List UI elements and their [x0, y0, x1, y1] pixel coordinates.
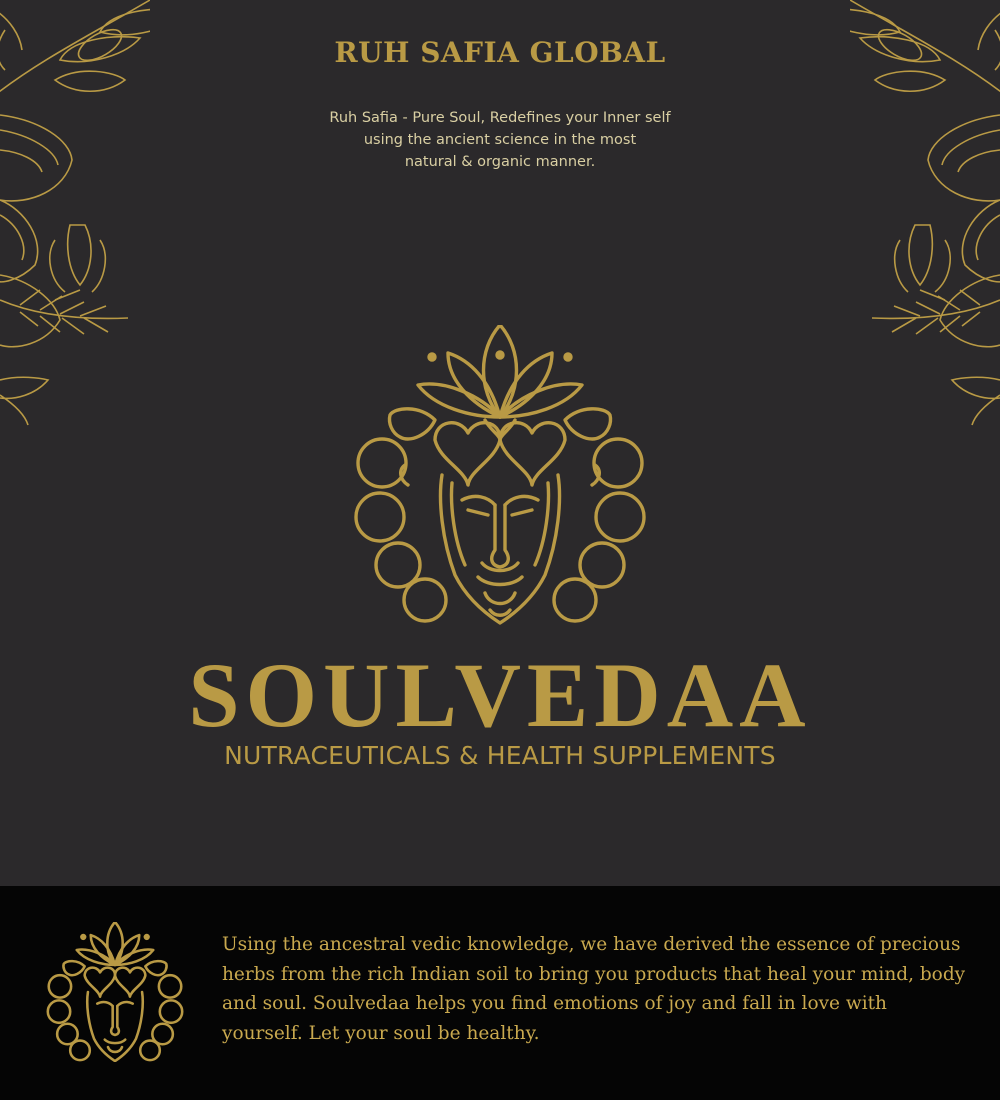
tagline [300, 107, 700, 173]
lion-lotus-emblem-icon [350, 325, 650, 625]
brand-name: SOULVEDAA [188, 644, 812, 746]
about-text: Using the ancestral vedic knowledge, we have derived the essence of precious herbs from the rich Indian soil to bring you products that heal your mind, body and soul. Soulvedaa helps you find emotions of joy and fall in love with yourself. Let your soul be healthy. [222, 934, 966, 1044]
company-name: RUH SAFIA GLOBAL [334, 36, 666, 69]
about-section [0, 886, 1000, 1100]
brand-subtitle: NUTRACEUTICALS & HEALTH SUPPLEMENTS [224, 741, 776, 770]
tagline-line: Ruh Safia - Pure Soul, Redefines your Inner self [329, 110, 671, 126]
lion-lotus-emblem-icon [45, 922, 185, 1062]
tagline-line: natural & organic manner. [404, 154, 596, 170]
tagline-line: using the ancient science in the most [363, 132, 637, 148]
